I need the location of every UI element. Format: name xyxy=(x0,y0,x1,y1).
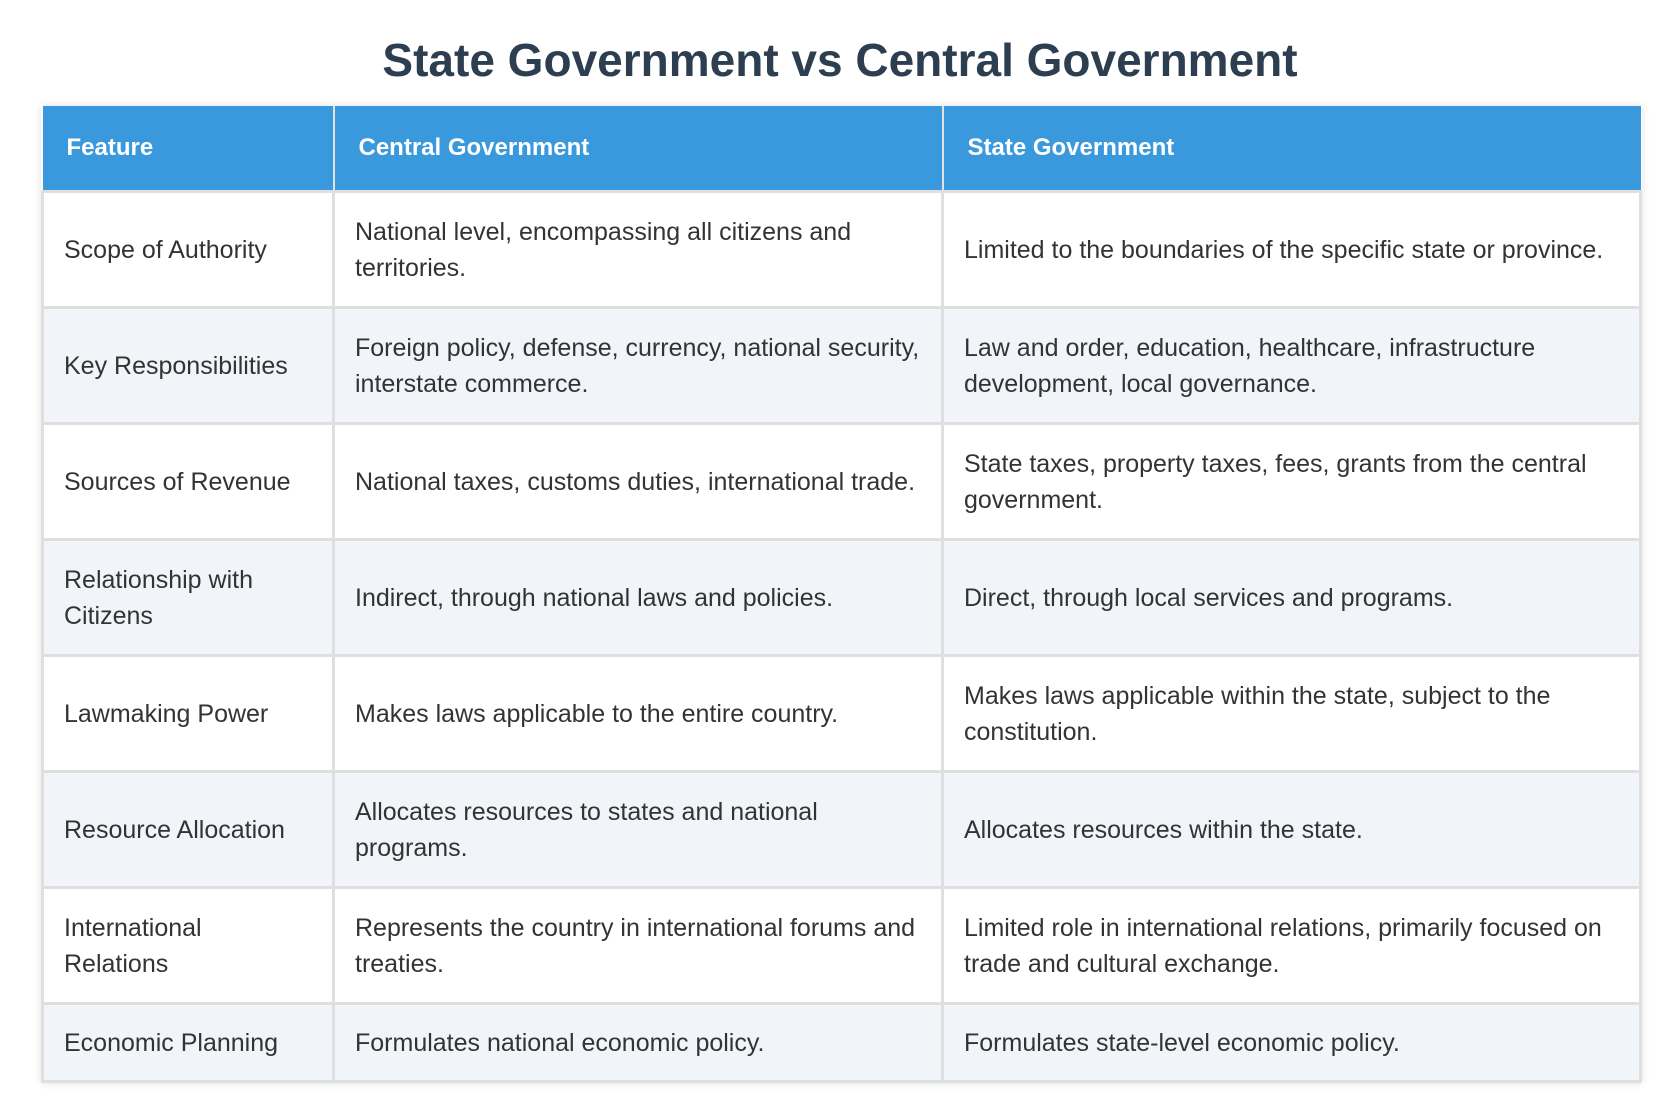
state-cell: Makes laws applicable within the state, subject to the constitution. xyxy=(943,656,1641,772)
table-row xyxy=(43,192,1641,308)
feature-cell: Relationship with Citizens xyxy=(43,540,334,656)
central-cell: National taxes, customs duties, international trade. xyxy=(334,424,943,540)
central-cell: National level, encompassing all citizens and territories. xyxy=(334,192,943,308)
feature-cell: Sources of Revenue xyxy=(43,424,334,540)
state-cell: State taxes, property taxes, fees, grants from the central government. xyxy=(943,424,1641,540)
central-cell: Formulates national economic policy. xyxy=(334,1004,943,1082)
table-row xyxy=(43,656,1641,772)
table-row xyxy=(43,308,1641,424)
central-cell: Allocates resources to states and national programs. xyxy=(334,772,943,888)
state-cell: Direct, through local services and programs. xyxy=(943,540,1641,656)
header-central-government: Central Government xyxy=(334,106,943,192)
table-row xyxy=(43,888,1641,1004)
feature-cell: International Relations xyxy=(43,888,334,1004)
header-state-government: State Government xyxy=(943,106,1641,192)
feature-cell: Economic Planning xyxy=(43,1004,334,1082)
state-cell: Allocates resources within the state. xyxy=(943,772,1641,888)
header-feature: Feature xyxy=(43,106,334,192)
central-cell: Indirect, through national laws and policies. xyxy=(334,540,943,656)
feature-cell: Resource Allocation xyxy=(43,772,334,888)
page-title: State Government vs Central Government xyxy=(382,34,1298,86)
central-cell: Represents the country in international forums and treaties. xyxy=(334,888,943,1004)
feature-cell: Scope of Authority xyxy=(43,192,334,308)
central-cell: Makes laws applicable to the entire country. xyxy=(334,656,943,772)
state-cell: Law and order, education, healthcare, infrastructure development, local governance. xyxy=(943,308,1641,424)
table-row xyxy=(43,540,1641,656)
table-row xyxy=(43,1004,1641,1082)
table-header-row xyxy=(43,106,1641,192)
feature-cell: Lawmaking Power xyxy=(43,656,334,772)
comparison-table-container xyxy=(41,106,1639,1083)
table-row xyxy=(43,424,1641,540)
state-cell: Formulates state-level economic policy. xyxy=(943,1004,1641,1082)
state-cell: Limited to the boundaries of the specific state or province. xyxy=(943,192,1641,308)
state-cell: Limited role in international relations, primarily focused on trade and cultural exchange. xyxy=(943,888,1641,1004)
comparison-table xyxy=(41,106,1642,1083)
table-row xyxy=(43,772,1641,888)
feature-cell: Key Responsibilities xyxy=(43,308,334,424)
central-cell: Foreign policy, defense, currency, national security, interstate commerce. xyxy=(334,308,943,424)
